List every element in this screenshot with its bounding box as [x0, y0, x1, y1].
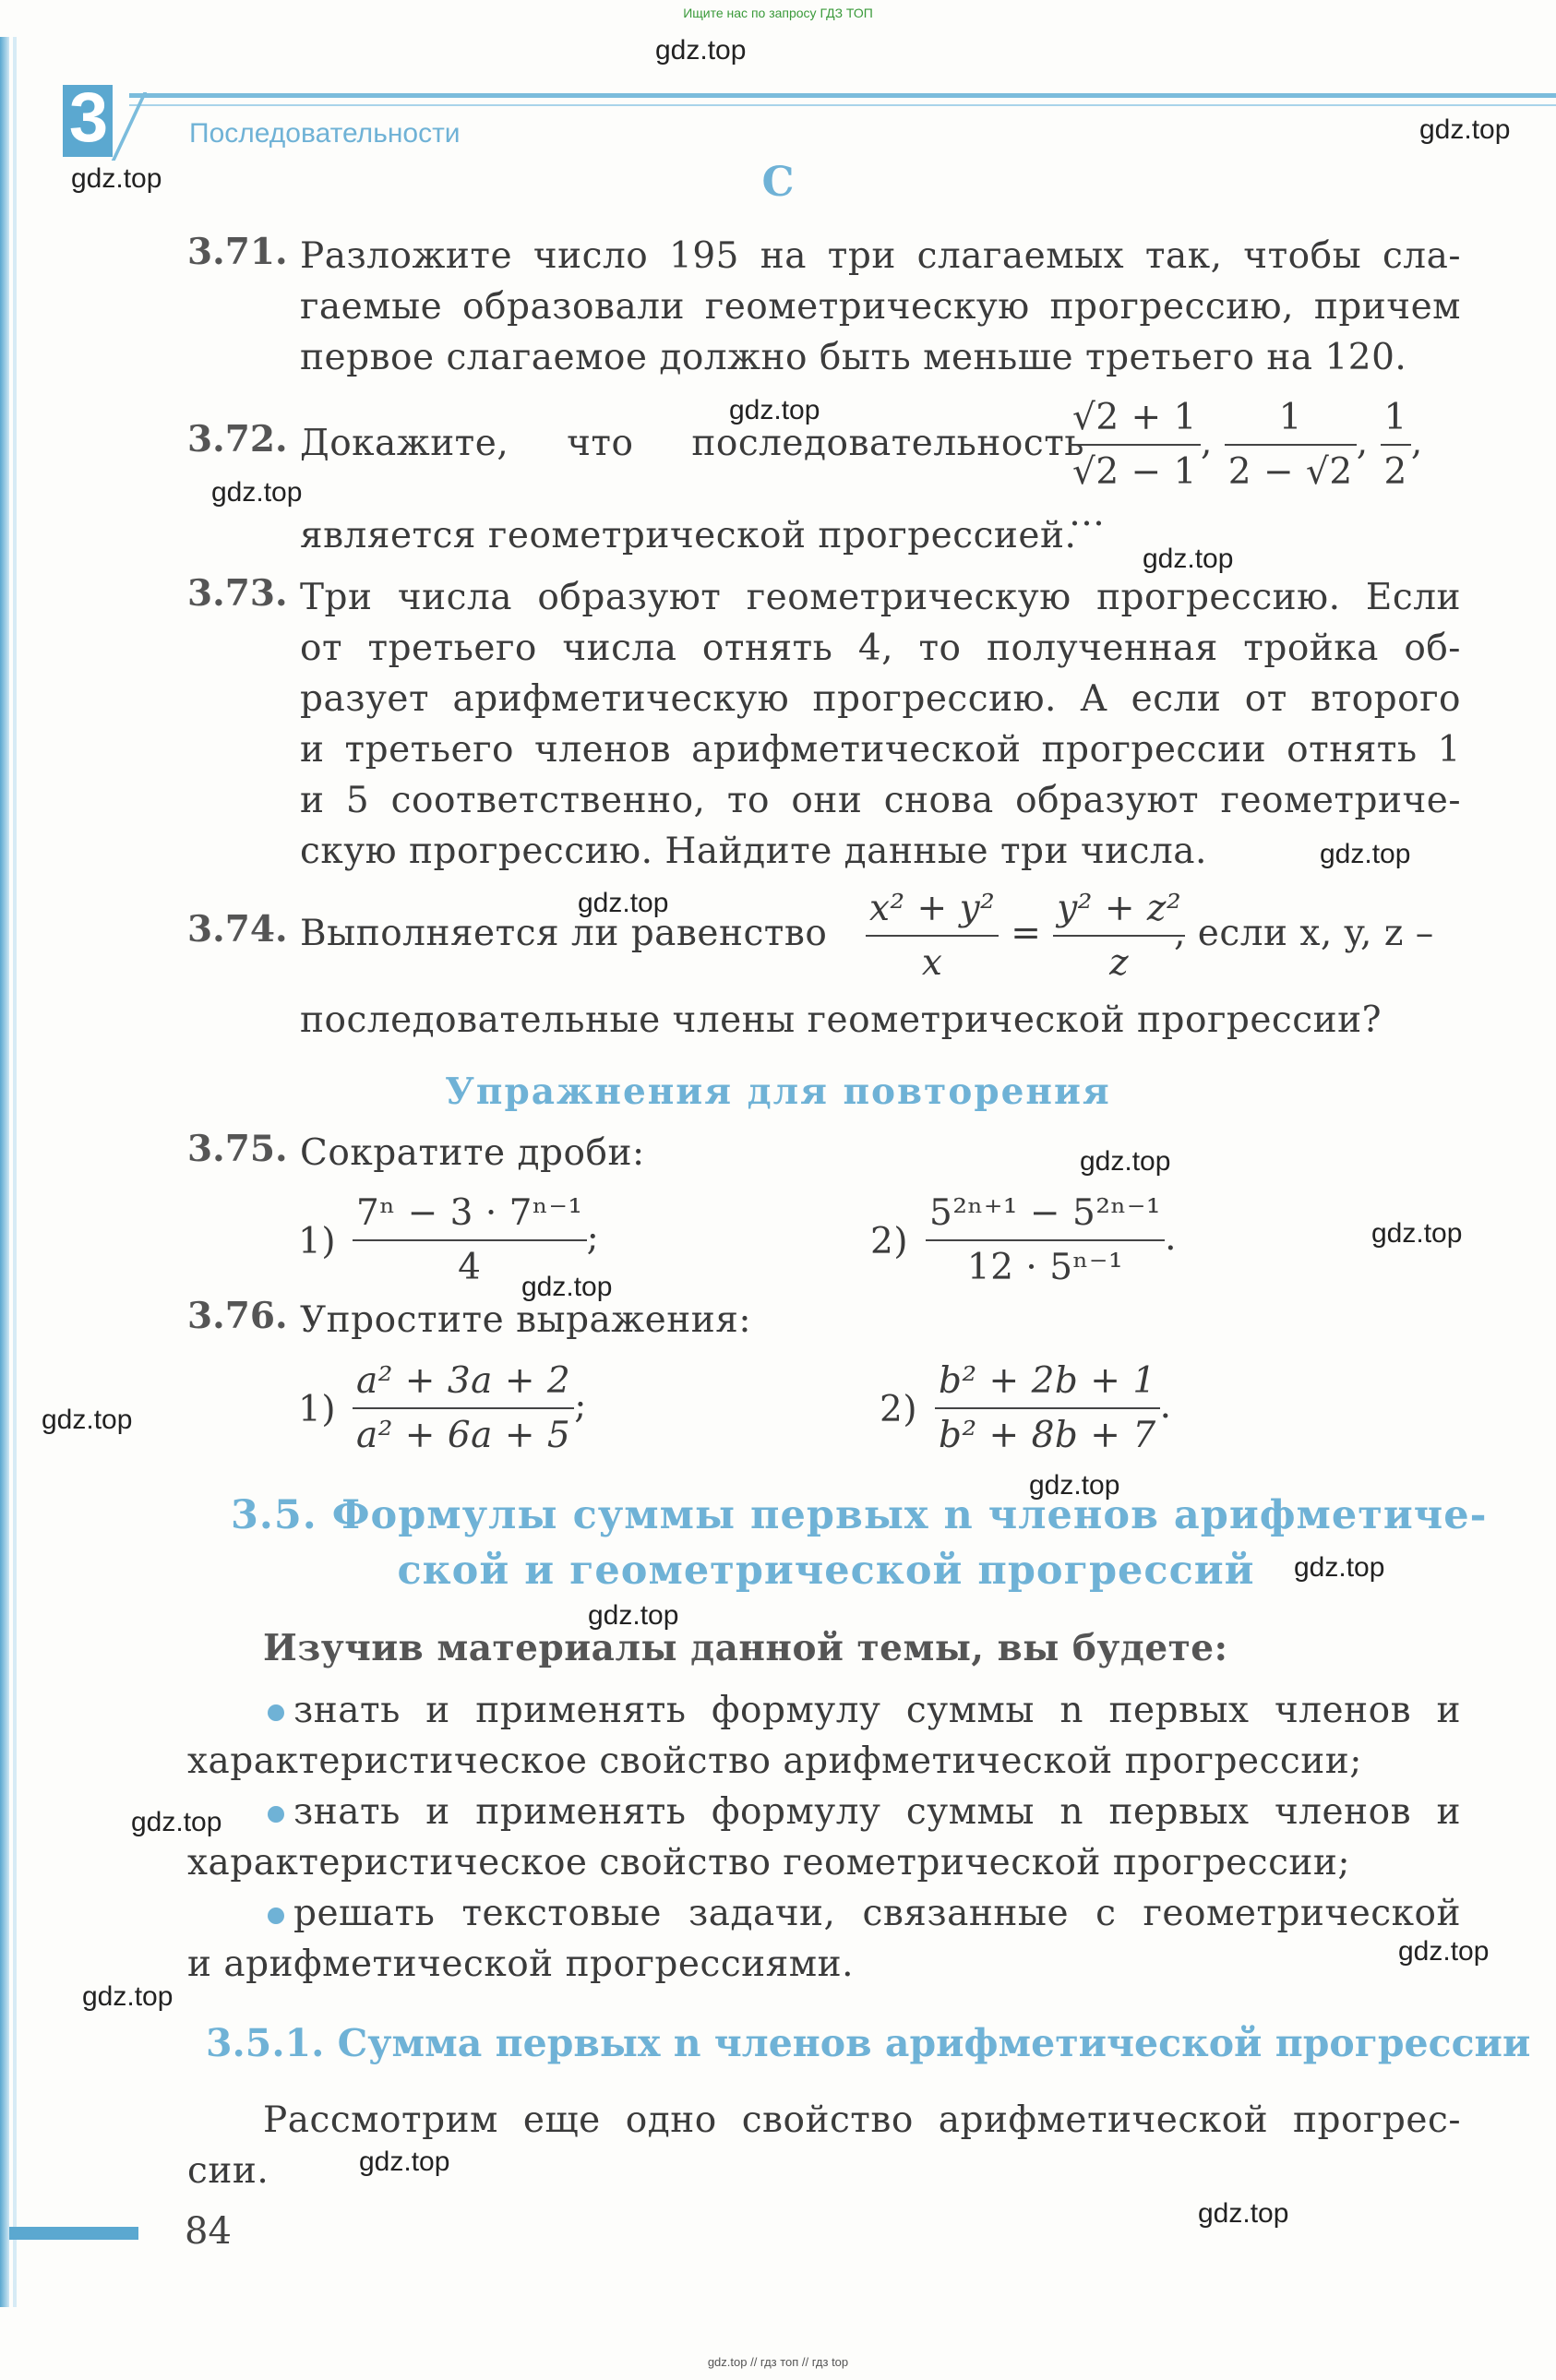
- fraction: $\frac{\text{7ⁿ − 3 · 7ⁿ⁻¹}}{4}$: [353, 1192, 587, 1288]
- bullet-line: и арифметической прогрессиями.: [187, 1943, 854, 1985]
- paragraph-line: сии.: [187, 2150, 269, 2192]
- watermark: gdz.top: [588, 1600, 679, 1631]
- watermark: gdz.top: [1080, 1146, 1171, 1177]
- expression: $\frac{\text{7ⁿ − 3 · 7ⁿ⁻¹}}{4}$ ;: [353, 1192, 599, 1288]
- item-label: 2): [880, 1389, 918, 1430]
- watermark: gdz.top: [82, 1981, 174, 2012]
- page-number: 84: [185, 2210, 232, 2253]
- left-margin-bar: [0, 37, 9, 2307]
- fraction: $\frac{√2 + 1}{√2 - 1}$: [1069, 397, 1201, 493]
- problem-line: гаемые образовали геометрическую прогрессию, причем: [300, 286, 1461, 328]
- expression: $\frac{\text{5²ⁿ⁺¹ − 5²ⁿ⁻¹}}{\text{12 · 5ⁿ⁻¹}}$ .: [926, 1192, 1177, 1288]
- sequence-formula: $\frac{√2 + 1}{√2 - 1}$ , $\frac{1}{2 - √2}$ , $\frac{1}{2}$ , …: [1069, 397, 1423, 534]
- fraction: $\frac{\text{b² + 2b + 1}}{\text{b² + 8b + 7}}$: [935, 1360, 1160, 1456]
- equation: $\frac{\text{x² + y²}}{x}$ = $\frac{\text{y² + z²}}{z}$: [866, 888, 1185, 984]
- problem-number: 3.74.: [187, 908, 288, 951]
- problem-line: первое слагаемое должно быть меньше третьего на 120.: [300, 337, 1407, 378]
- bullet-line: решать текстовые задачи, связанные с геометрической: [268, 1888, 1461, 1940]
- fraction: $\frac{\text{5²ⁿ⁺¹ − 5²ⁿ⁻¹}}{\text{12 · 5ⁿ⁻¹}}$: [926, 1192, 1165, 1288]
- watermark: gdz.top: [655, 35, 747, 66]
- problem-text: Сократите дроби:: [300, 1132, 645, 1174]
- problem-line: и третьего членов арифметической прогрессии отнять 1: [300, 729, 1461, 771]
- chapter-title: Последовательности: [189, 118, 461, 149]
- bullet-icon: [268, 1908, 284, 1924]
- problem-text: последовательные члены геометрической прогрессии?: [300, 999, 1382, 1041]
- watermark: gdz.top: [211, 477, 303, 508]
- watermark: gdz.top: [1143, 544, 1234, 574]
- expression: $\frac{\text{a² + 3a + 2}}{\text{a² + 6a + 5}}$ ;: [353, 1360, 587, 1456]
- fraction: $\frac{1}{2}$: [1381, 397, 1411, 493]
- watermark: gdz.top: [1371, 1218, 1463, 1249]
- problem-line: от третьего числа отнять 4, то полученная тройка об-: [300, 628, 1461, 669]
- bullet-line: характеристическое свойство арифметической прогрессии;: [187, 1740, 1362, 1782]
- expression: $\frac{\text{b² + 2b + 1}}{\text{b² + 8b + 7}}$ .: [935, 1360, 1172, 1456]
- fraction: $\frac{\text{x² + y²}}{x}$: [866, 888, 999, 984]
- fraction: $\frac{1}{2 - √2}$: [1225, 397, 1357, 493]
- problem-number: 3.72.: [187, 418, 288, 460]
- watermark: gdz.top: [1419, 114, 1511, 145]
- watermark: gdz.top: [359, 2147, 450, 2177]
- watermark: gdz.top: [1029, 1470, 1120, 1501]
- watermark: gdz.top: [71, 163, 162, 194]
- problem-line: и 5 соответственно, то они снова образуют геометриче-: [300, 780, 1461, 821]
- bullet-icon: [268, 1806, 284, 1823]
- bullet-icon: [268, 1704, 284, 1721]
- bullet-line: знать и применять формулу суммы n первых членов и: [268, 1685, 1461, 1737]
- bullet-line: характеристическое свойство геометрической прогрессии;: [187, 1842, 1351, 1884]
- watermark: gdz.top: [729, 395, 820, 425]
- header-slash: [112, 92, 166, 161]
- problem-text: Выполняется ли равенство: [300, 913, 828, 954]
- fraction: $\frac{\text{y² + z²}}{z}$: [1053, 888, 1185, 984]
- section-title: 3.5. Формулы суммы первых n членов арифметиче-: [231, 1492, 1488, 1538]
- watermark: gdz.top: [1320, 839, 1411, 869]
- top-note: Ищите нас по запросу ГДЗ ТОП: [683, 6, 873, 20]
- problem-number: 3.75.: [187, 1128, 288, 1170]
- subsection-title: 3.5.1. Сумма первых n членов арифметической прогрессии: [206, 2021, 1531, 2065]
- problem-text: Упростите выражения:: [300, 1299, 751, 1341]
- item-label: 1): [298, 1221, 337, 1262]
- problem-text: Докажите, что последовательность: [300, 423, 1084, 464]
- chapter-number: 3: [68, 78, 109, 157]
- fraction: $\frac{\text{a² + 3a + 2}}{\text{a² + 6a + 5}}$: [353, 1360, 574, 1456]
- footer-note: gdz.top // гдз топ // гдз top: [707, 2355, 849, 2369]
- repetition-heading: Упражнения для повторения: [445, 1070, 1111, 1113]
- item-label: 1): [298, 1389, 337, 1430]
- watermark: gdz.top: [1294, 1552, 1385, 1583]
- difficulty-level: C: [761, 159, 795, 206]
- header-rule: [129, 93, 1556, 98]
- problem-line: скую прогрессию. Найдите данные три числа.: [300, 831, 1207, 872]
- watermark: gdz.top: [578, 888, 669, 918]
- watermark: gdz.top: [1198, 2198, 1289, 2229]
- footer-bar: [9, 2227, 138, 2240]
- left-margin-bar-light: [13, 37, 17, 2307]
- bullet-line: знать и применять формулу суммы n первых членов и: [268, 1787, 1461, 1838]
- header-rule-thin: [129, 104, 1556, 106]
- section-intro: Изучив материалы данной темы, вы будете:: [263, 1627, 1228, 1669]
- problem-line: Разложите число 195 на три слагаемых так, чтобы сла-: [300, 235, 1461, 277]
- problem-line: разует арифметическую прогрессию. А если от второго: [300, 678, 1461, 720]
- problem-number: 3.71.: [187, 231, 288, 273]
- problem-text: является геометрической прогрессией.: [300, 515, 1077, 556]
- problem-number: 3.73.: [187, 572, 288, 615]
- item-label: 2): [870, 1221, 909, 1262]
- problem-number: 3.76.: [187, 1295, 288, 1337]
- paragraph-line: Рассмотрим еще одно свойство арифметической прогрес-: [263, 2099, 1461, 2141]
- problem-line: Три числа образуют геометрическую прогрессию. Если: [300, 577, 1461, 618]
- watermark: gdz.top: [521, 1272, 613, 1302]
- watermark: gdz.top: [1398, 1936, 1490, 1967]
- watermark: gdz.top: [131, 1807, 222, 1837]
- section-title-cont: ской и геометрической прогрессий: [397, 1548, 1255, 1594]
- watermark: gdz.top: [42, 1405, 133, 1435]
- problem-text: , если x, y, z –: [1174, 913, 1434, 954]
